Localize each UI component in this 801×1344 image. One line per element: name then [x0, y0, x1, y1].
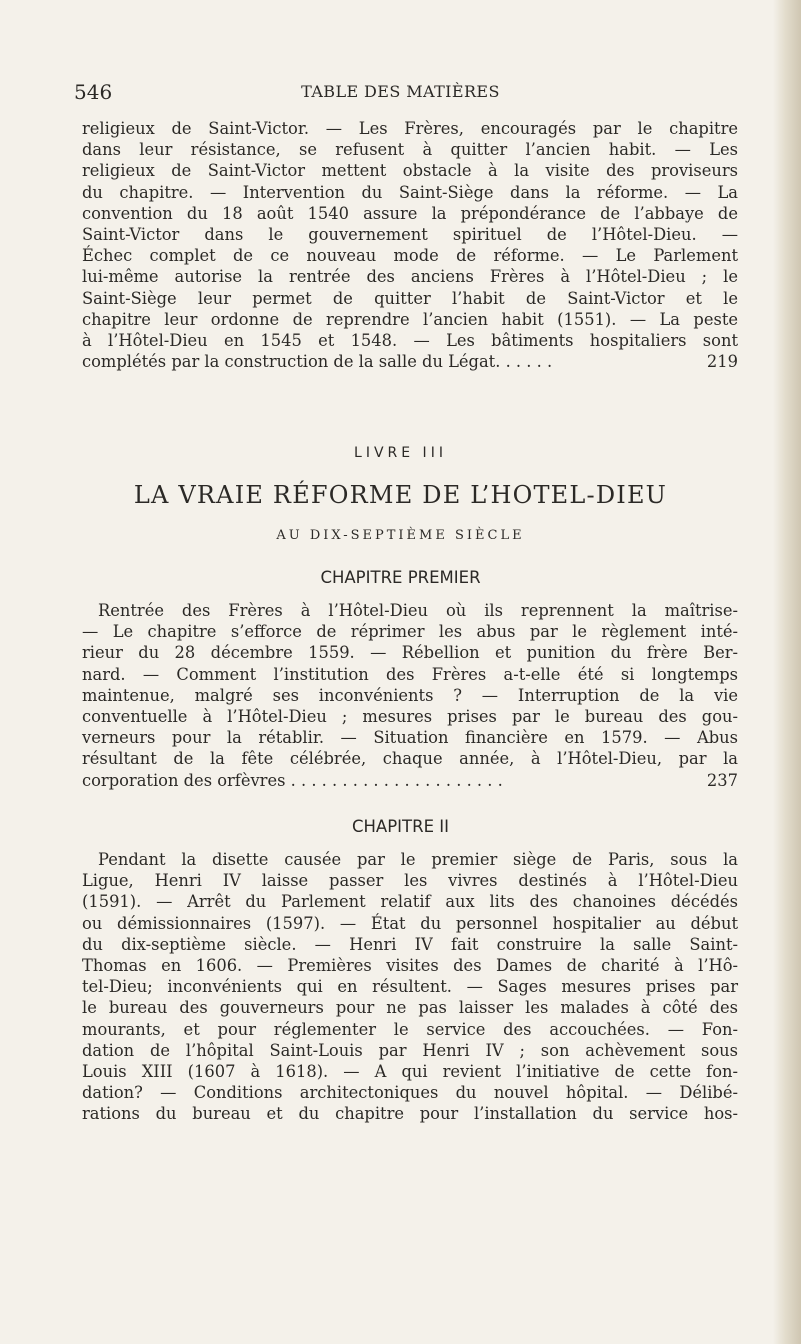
chapter-1-summary	[82, 600, 738, 791]
text-line: nard. — Comment l’institution des Frères a-t-elle été si longtemps	[82, 664, 738, 684]
text-line: dation? — Conditions architectoniques du nouvel hôpital. — Délibé-	[82, 1083, 738, 1103]
text-line: (1591). — Arrêt du Parlement relatif aux lits des chanoines décédés	[82, 892, 738, 912]
summary-previous-chapter	[82, 118, 738, 372]
text-line: Pendant la disette causée par le premier siège de Paris, sous la	[98, 850, 738, 869]
text-line-last	[82, 770, 738, 791]
running-title: TABLE DES MATIÈRES	[301, 82, 500, 101]
text-line: du dix-septième siècle. — Henri IV fait construire la salle Saint-	[82, 934, 738, 954]
text-line: du chapitre. — Intervention du Saint-Siège dans la réforme. — La	[82, 182, 738, 202]
text-line: conventuelle à l’Hôtel-Dieu ; mesures prises par le bureau des gou-	[82, 707, 738, 727]
text-line: rations du bureau et du chapitre pour l’installation du service hos-	[82, 1104, 738, 1124]
page-header	[0, 80, 801, 104]
text-line: résultant de la fête célébrée, chaque année, à l’Hôtel-Dieu, par la	[82, 749, 738, 769]
book-subtitle: AU DIX-SEPTIÈME SIÈCLE	[276, 528, 525, 543]
text-line: le bureau des gouverneurs pour ne pas laisser les malades à côté des	[82, 998, 738, 1018]
text-line: mourants, et pour réglementer le service des accouchées. — Fon-	[82, 1019, 738, 1039]
text-line: à l’Hôtel-Dieu en 1545 et 1548. — Les bâtiments hospitaliers sont	[82, 331, 738, 351]
text-line: Ligue, Henri IV laisse passer les vivres destinés à l’Hôtel-Dieu	[82, 871, 738, 891]
book-number: LIVRE III	[354, 445, 447, 461]
text-line: chapitre leur ordonne de reprendre l’ancien habit (1551). — La peste	[82, 309, 738, 329]
text-line: religieux de Saint-Victor. — Les Frères, encouragés par le chapitre	[82, 119, 738, 138]
leader-text: corporation des orfèvres . . . . . . . . . . . . . . . . . . . . .	[82, 770, 503, 790]
text-line: ou démissionnaires (1597). — État du personnel hospitalier au début	[82, 913, 738, 933]
leader-text: complétés par la construction de la salle du Légat. . . . . .	[82, 352, 553, 372]
text-line: tel-Dieu; inconvénients qui en résultent. — Sages mesures prises par	[82, 977, 738, 997]
book-title: LA VRAIE RÉFORME DE L’HOTEL-DIEU	[133, 481, 668, 509]
page-reference: 219	[706, 352, 738, 372]
text-line: Thomas en 1606. — Premières visites des Dames de charité à l’Hô-	[82, 956, 738, 976]
text-line: Rentrée des Frères à l’Hôtel-Dieu où ils reprennent la maîtrise-	[98, 601, 738, 620]
text-line: Échec complet de ce nouveau mode de réforme. — Le Parlement	[82, 246, 738, 266]
page-number: 546	[74, 80, 113, 104]
text-line: — Le chapitre s’efforce de réprimer les abus par le règlement inté-	[82, 622, 738, 642]
text-line: dans leur résistance, se refusent à quitter l’ancien habit. — Les	[82, 140, 738, 160]
text-line: lui-même autorise la rentrée des anciens Frères à l’Hôtel-Dieu ; le	[82, 267, 738, 287]
text-line: verneurs pour la rétablir. — Situation financière en 1579. — Abus	[82, 728, 738, 748]
text-line: Louis XIII (1607 à 1618). — A qui revient l’initiative de cette fon-	[82, 1062, 738, 1082]
page-edge-shadow	[773, 0, 801, 1344]
text-line: Saint-Siège leur permet de quitter l’habit de Saint-Victor et le	[82, 288, 738, 308]
text-line: dation de l’hôpital Saint-Louis par Henri IV ; son achèvement sous	[82, 1040, 738, 1060]
text-line: convention du 18 août 1540 assure la prépondérance de l’abbaye de	[82, 203, 738, 223]
text-line: maintenue, malgré ses inconvénients ? — Interruption de la vie	[82, 685, 738, 705]
chapter-heading: CHAPITRE II	[352, 817, 449, 836]
chapter-2-summary	[82, 849, 738, 1125]
text-line: religieux de Saint-Victor mettent obstacle à la visite des proviseurs	[82, 161, 738, 181]
text-line-last	[82, 351, 738, 372]
page-reference: 237	[706, 770, 738, 790]
text-line: Saint-Victor dans le gouvernement spirituel de l’Hôtel-Dieu. —	[82, 225, 738, 245]
text-line: rieur du 28 décembre 1559. — Rébellion et punition du frère Ber-	[82, 643, 738, 663]
chapter-heading: CHAPITRE PREMIER	[320, 568, 481, 587]
